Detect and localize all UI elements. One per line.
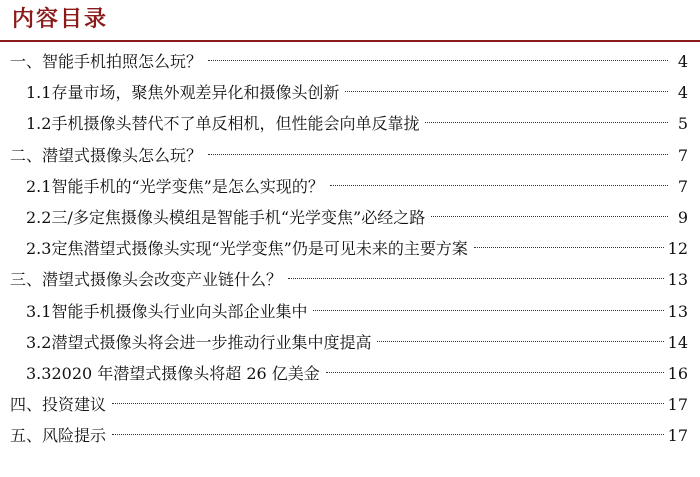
dot-leader [288, 278, 664, 279]
toc-entry-page: 4 [677, 52, 688, 71]
toc-title: 内容目录 [12, 6, 109, 32]
dot-leader [377, 341, 663, 342]
dot-leader [474, 247, 664, 248]
toc-entry[interactable] [0, 296, 700, 327]
toc-entry-page: 7 [677, 176, 688, 196]
toc-entry-number: 3.2 [26, 332, 52, 352]
toc-entry-title: 潜望式摄像头怎么玩？ [42, 145, 203, 165]
toc-entry[interactable] [0, 140, 700, 171]
toc-entry[interactable] [0, 358, 700, 389]
toc-entry-number: 2.3 [26, 239, 52, 259]
dot-leader [208, 154, 668, 155]
dot-leader [425, 122, 668, 123]
dot-leader [112, 403, 664, 404]
toc-entry[interactable] [0, 420, 700, 451]
toc-entry-number: 四、 [10, 395, 43, 415]
toc-entry-title: 手机摄像头替代不了单反相机，但性能会向单反靠拢 [51, 114, 420, 134]
toc-entry-number: 2.2 [26, 207, 52, 227]
toc-entry-page: 7 [677, 145, 688, 165]
toc-entry-number: 3.3 [26, 363, 52, 383]
toc-entry-page: 4 [677, 83, 688, 103]
toc-entry-title: 存量市场，聚焦外观差异化和摄像头创新 [51, 83, 340, 103]
toc-entry-title: 智能手机的“光学变焦”是怎么实现的？ [51, 176, 324, 196]
toc-entry-title: 三/多定焦摄像头模组是智能手机“光学变焦”必经之路 [51, 207, 426, 227]
toc-entry-number: 2.1 [26, 176, 52, 196]
title-divider [0, 40, 700, 42]
toc-entry[interactable] [0, 202, 700, 233]
toc-entry-page: 14 [667, 332, 688, 352]
toc-entry-page: 17 [667, 426, 688, 446]
toc-entry[interactable] [0, 264, 700, 295]
toc-entry-page: 17 [667, 395, 688, 415]
toc-entry-page: 9 [677, 207, 688, 227]
toc-entry[interactable] [0, 233, 700, 264]
toc-entry[interactable] [0, 389, 700, 420]
dot-leader [313, 310, 663, 311]
toc-entry-number: 一、 [10, 52, 43, 71]
toc-entry[interactable] [0, 77, 700, 108]
dot-leader [330, 185, 668, 186]
toc-entry[interactable] [0, 327, 700, 358]
toc-entry-page: 13 [667, 301, 688, 321]
toc-entry[interactable] [0, 46, 700, 77]
toc-entry-title: 风险提示 [42, 426, 107, 446]
dot-leader [345, 91, 668, 92]
toc-entry-number: 1.2 [26, 114, 52, 134]
dot-leader [208, 60, 668, 61]
toc-list [0, 46, 700, 451]
toc-entry[interactable] [0, 171, 700, 202]
dot-leader [431, 216, 668, 217]
toc-entry-title: 2020 年潜望式摄像头将超 26 亿美金 [51, 363, 320, 383]
dot-leader [326, 372, 664, 373]
toc-entry-page: 13 [667, 270, 688, 290]
toc-entry-title: 投资建议 [42, 395, 107, 415]
toc-entry[interactable] [0, 108, 700, 139]
toc-entry-number: 3.1 [26, 301, 52, 321]
toc-entry-page: 16 [667, 363, 688, 383]
toc-entry-title: 定焦潜望式摄像头实现“光学变焦”仍是可见未来的主要方案 [51, 239, 468, 259]
toc-entry-title: 智能手机拍照怎么玩？ [42, 52, 203, 71]
toc-entry-title: 智能手机摄像头行业向头部企业集中 [51, 301, 308, 321]
dot-leader [112, 434, 664, 435]
toc-entry-number: 三、 [10, 270, 43, 290]
toc-entry-number: 五、 [10, 426, 43, 446]
toc-entry-title: 潜望式摄像头将会进一步推动行业集中度提高 [51, 332, 372, 352]
toc-entry-page: 12 [667, 239, 688, 259]
toc-entry-title: 潜望式摄像头会改变产业链什么？ [42, 270, 283, 290]
toc-entry-page: 5 [677, 114, 688, 134]
toc-entry-number: 二、 [10, 145, 43, 165]
toc-entry-number: 1.1 [26, 83, 52, 103]
